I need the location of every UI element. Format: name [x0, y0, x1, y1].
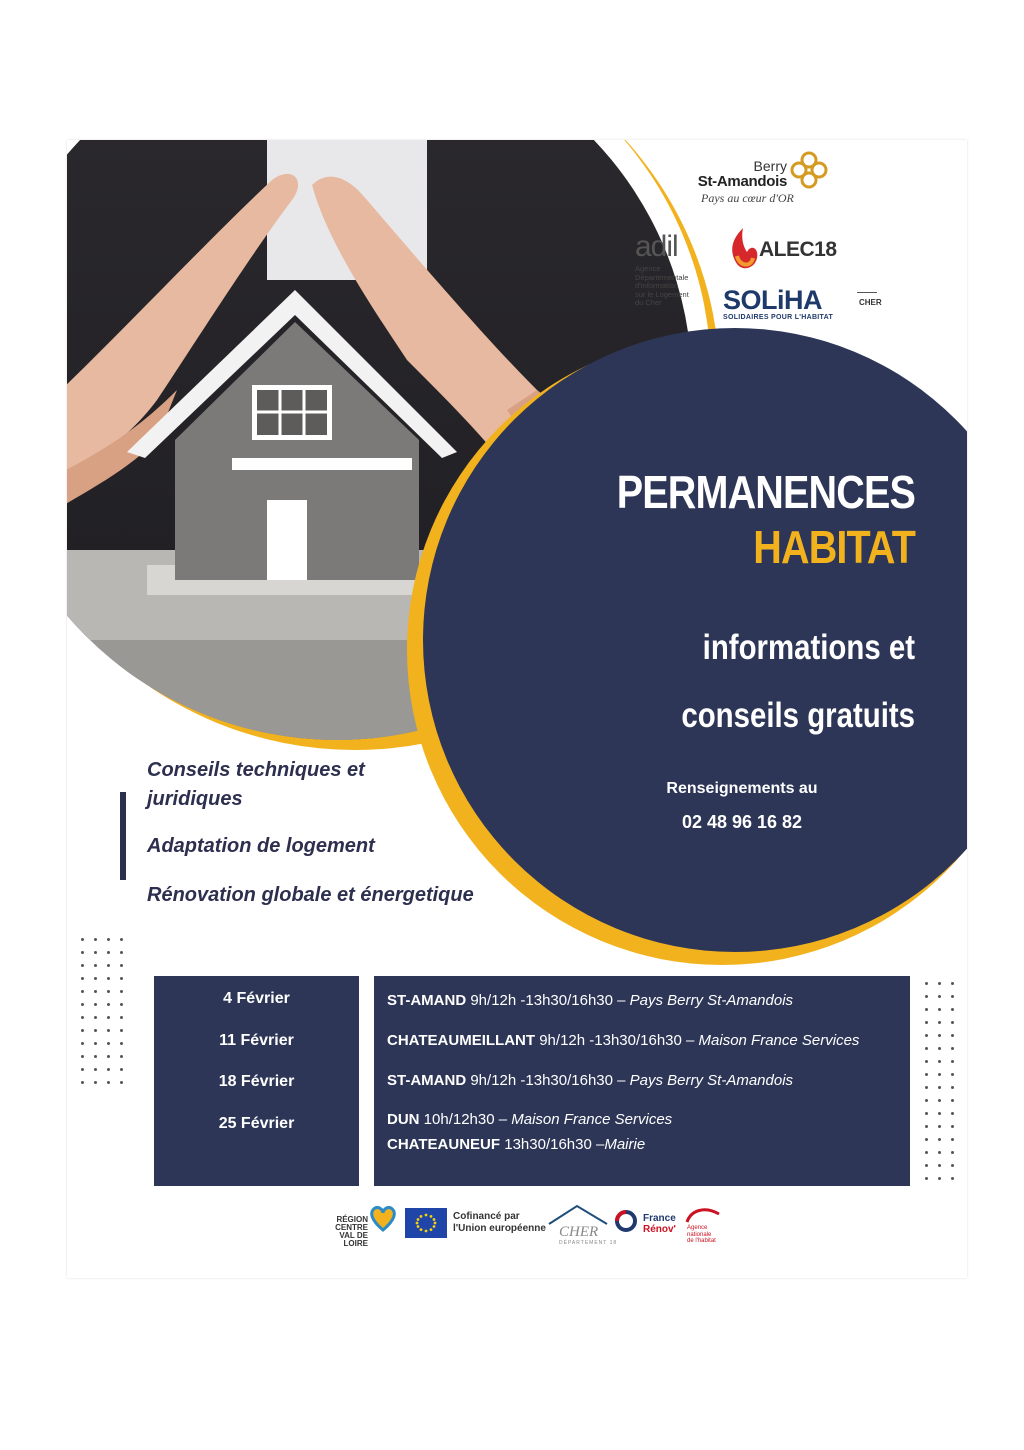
- dot: [120, 1055, 123, 1058]
- dot: [94, 1068, 97, 1071]
- dot: [925, 1138, 928, 1141]
- dot: [81, 938, 84, 941]
- france-renov-line: Rénov': [643, 1224, 676, 1235]
- eu-line: l'Union européenne: [453, 1223, 546, 1234]
- service-item: Rénovation globale et énergetique: [147, 884, 474, 906]
- dot: [925, 1125, 928, 1128]
- dot: [107, 1016, 110, 1019]
- schedule-venue: Pays Berry St-Amandois: [629, 992, 794, 1009]
- dot: [938, 982, 941, 985]
- adil-sub-2: d'Information: [635, 281, 679, 290]
- dot: [120, 964, 123, 967]
- region-centre-logo: [322, 1216, 368, 1248]
- dot: [107, 977, 110, 980]
- cher-departement-name: CHER: [559, 1224, 599, 1240]
- berry-st-amandois-logo: [679, 142, 839, 208]
- dot: [94, 990, 97, 993]
- cher-roof-icon: [547, 1204, 609, 1226]
- schedule-place: ST-AMAND: [387, 1072, 467, 1089]
- schedule-place: ST-AMAND: [387, 992, 467, 1009]
- anah-swoosh-icon: [683, 1206, 723, 1224]
- anah-line: nationale: [687, 1231, 712, 1238]
- dot: [951, 1177, 954, 1180]
- dot: [925, 1073, 928, 1076]
- dot: [925, 1112, 928, 1115]
- dot: [951, 995, 954, 998]
- dot: [925, 1177, 928, 1180]
- dot: [938, 1125, 941, 1128]
- france-renov-line: France: [643, 1213, 676, 1224]
- dot: [120, 938, 123, 941]
- berry-line2: St-Amandois: [697, 173, 787, 190]
- dot: [94, 977, 97, 980]
- dot: [938, 1151, 941, 1154]
- anah-text: [687, 1225, 716, 1245]
- soliha-subtitle: SOLIDAIRES POUR L'HABITAT: [723, 314, 834, 321]
- dot: [925, 1021, 928, 1024]
- eu-stars-icon: [405, 1208, 447, 1238]
- dot: [94, 1042, 97, 1045]
- dot: [120, 1003, 123, 1006]
- title-line-1: PERMANENCES: [616, 466, 915, 518]
- dot: [107, 1029, 110, 1032]
- contact-label: Renseignements au: [666, 780, 818, 797]
- flame-icon: [729, 226, 759, 272]
- anah-line: de l'habitat: [687, 1238, 716, 1244]
- schedule-row: [387, 1032, 859, 1049]
- dot: [951, 1060, 954, 1063]
- dot: [94, 1016, 97, 1019]
- schedule-row: [387, 1111, 672, 1128]
- date-item: 18 Février: [218, 1073, 295, 1090]
- alec-name: ALEC18: [759, 238, 837, 261]
- schedule-row: [387, 1136, 645, 1153]
- dot: [94, 1029, 97, 1032]
- dot: [94, 938, 97, 941]
- schedule-hours: 9h/12h -13h30/16h30 –: [466, 1072, 630, 1089]
- dot: [951, 1112, 954, 1115]
- dot: [107, 951, 110, 954]
- dot: [120, 1029, 123, 1032]
- dot: [107, 1003, 110, 1006]
- date-item: 4 Février: [223, 990, 290, 1007]
- dot: [938, 1073, 941, 1076]
- schedule-row: [387, 1072, 793, 1089]
- dot: [925, 1008, 928, 1011]
- dot: [120, 951, 123, 954]
- dot: [925, 1151, 928, 1154]
- divider: [857, 292, 877, 293]
- dot: [107, 1042, 110, 1045]
- subtitle-line-2: conseils gratuits: [681, 696, 915, 735]
- title-line-2: HABITAT: [753, 521, 915, 573]
- dot: [81, 990, 84, 993]
- dot: [951, 1125, 954, 1128]
- date-item: 25 Février: [218, 1115, 295, 1132]
- schedule-panel: [374, 976, 910, 1186]
- dot: [94, 1055, 97, 1058]
- dot: [94, 1081, 97, 1084]
- schedule-place: CHATEAUNEUF: [387, 1136, 501, 1153]
- dot: [81, 1029, 84, 1032]
- schedule-hours: 10h/12h30 –: [419, 1111, 512, 1128]
- eu-cofinance-text: [453, 1211, 546, 1235]
- dot: [925, 1164, 928, 1167]
- dot: [81, 1068, 84, 1071]
- accent-bar: [120, 792, 126, 880]
- service-item: Adaptation de logement: [147, 835, 375, 857]
- dot: [94, 1003, 97, 1006]
- dot: [938, 1008, 941, 1011]
- dates-panel: [154, 976, 359, 1186]
- phone-number[interactable]: 02 48 96 16 82: [681, 812, 803, 832]
- service-item: Conseils techniques et juridiques: [147, 759, 365, 810]
- dot: [120, 1042, 123, 1045]
- schedule-venue: Pays Berry St-Amandois: [629, 1072, 794, 1089]
- dot: [107, 964, 110, 967]
- region-line: CENTRE: [335, 1223, 368, 1232]
- berry-line1: Berry: [753, 158, 787, 174]
- adil-sub-3: sur le Logement: [635, 289, 689, 299]
- schedule-place: DUN: [387, 1111, 420, 1128]
- subtitle-line-1: informations et: [702, 628, 915, 667]
- adil-logo: [635, 232, 709, 308]
- dot: [925, 982, 928, 985]
- dot: [120, 1081, 123, 1084]
- dot: [120, 977, 123, 980]
- dot: [81, 1081, 84, 1084]
- dot: [107, 938, 110, 941]
- dot: [938, 1034, 941, 1037]
- anah-line: Agence: [687, 1225, 708, 1231]
- schedule-venue: Maison France Services: [698, 1032, 860, 1049]
- dot: [938, 1112, 941, 1115]
- dot: [951, 1021, 954, 1024]
- dot: [107, 1081, 110, 1084]
- schedule-hours: 9h/12h -13h30/16h30 –: [466, 992, 630, 1009]
- dot: [951, 1099, 954, 1102]
- dot: [107, 1068, 110, 1071]
- dot: [938, 1099, 941, 1102]
- poster: [67, 140, 967, 1278]
- dot: [951, 1008, 954, 1011]
- dot: [120, 1068, 123, 1071]
- dot: [951, 1086, 954, 1089]
- eu-flag-icon: [405, 1208, 447, 1238]
- dot: [81, 1042, 84, 1045]
- region-line: RÉGION: [336, 1215, 368, 1224]
- eu-line: Cofinancé par: [453, 1211, 520, 1222]
- dot: [120, 990, 123, 993]
- france-renov-text: [643, 1213, 676, 1235]
- dot: [938, 1177, 941, 1180]
- soliha-region: CHER: [859, 298, 882, 307]
- dot: [81, 1003, 84, 1006]
- schedule-hours: 9h/12h -13h30/16h30 –: [535, 1032, 699, 1049]
- dot: [925, 1060, 928, 1063]
- dot: [81, 1016, 84, 1019]
- schedule-row: [387, 992, 793, 1009]
- dot: [951, 982, 954, 985]
- dot: [94, 951, 97, 954]
- dot: [925, 1034, 928, 1037]
- dot: [81, 1055, 84, 1058]
- dot: [951, 1073, 954, 1076]
- dot: [107, 990, 110, 993]
- dot: [951, 1164, 954, 1167]
- adil-sub-4: du Cher: [635, 298, 662, 307]
- region-line: VAL DE LOIRE: [339, 1231, 368, 1248]
- dot: [951, 1138, 954, 1141]
- soliha-logo: [723, 285, 882, 321]
- date-item: 11 Février: [219, 1032, 294, 1049]
- dot: [951, 1151, 954, 1154]
- schedule-venue: Mairie: [604, 1136, 646, 1153]
- dot: [938, 1021, 941, 1024]
- dot: [81, 951, 84, 954]
- dot: [925, 995, 928, 998]
- dot: [120, 1016, 123, 1019]
- flower-icon: [789, 150, 829, 190]
- dot: [925, 1047, 928, 1050]
- dot: [938, 1086, 941, 1089]
- adil-sub-1: Agence Départementale: [635, 264, 689, 282]
- adil-name: adil: [635, 230, 678, 263]
- dot: [81, 977, 84, 980]
- region-heart-icon: [369, 1204, 397, 1232]
- dot: [938, 1164, 941, 1167]
- dot: [925, 1086, 928, 1089]
- dot: [938, 1060, 941, 1063]
- dot: [951, 1034, 954, 1037]
- schedule-venue: Maison France Services: [511, 1111, 673, 1128]
- soliha-name: SOLiHA: [723, 285, 823, 315]
- dot: [107, 1055, 110, 1058]
- dot: [925, 1099, 928, 1102]
- france-renov-icon: [613, 1208, 639, 1234]
- schedule-place: CHATEAUMEILLANT: [387, 1032, 536, 1049]
- dot: [94, 964, 97, 967]
- berry-tagline: Pays au cœur d'OR: [701, 191, 794, 205]
- dot: [938, 1138, 941, 1141]
- cher-departement-sub: DÉPARTEMENT 18: [559, 1240, 618, 1246]
- adil-subtitle: [635, 265, 709, 308]
- dot: [81, 964, 84, 967]
- dot: [938, 995, 941, 998]
- dot: [951, 1047, 954, 1050]
- alec18-logo: [729, 226, 837, 277]
- schedule-hours: 13h30/16h30 –: [500, 1136, 605, 1153]
- dot: [938, 1047, 941, 1050]
